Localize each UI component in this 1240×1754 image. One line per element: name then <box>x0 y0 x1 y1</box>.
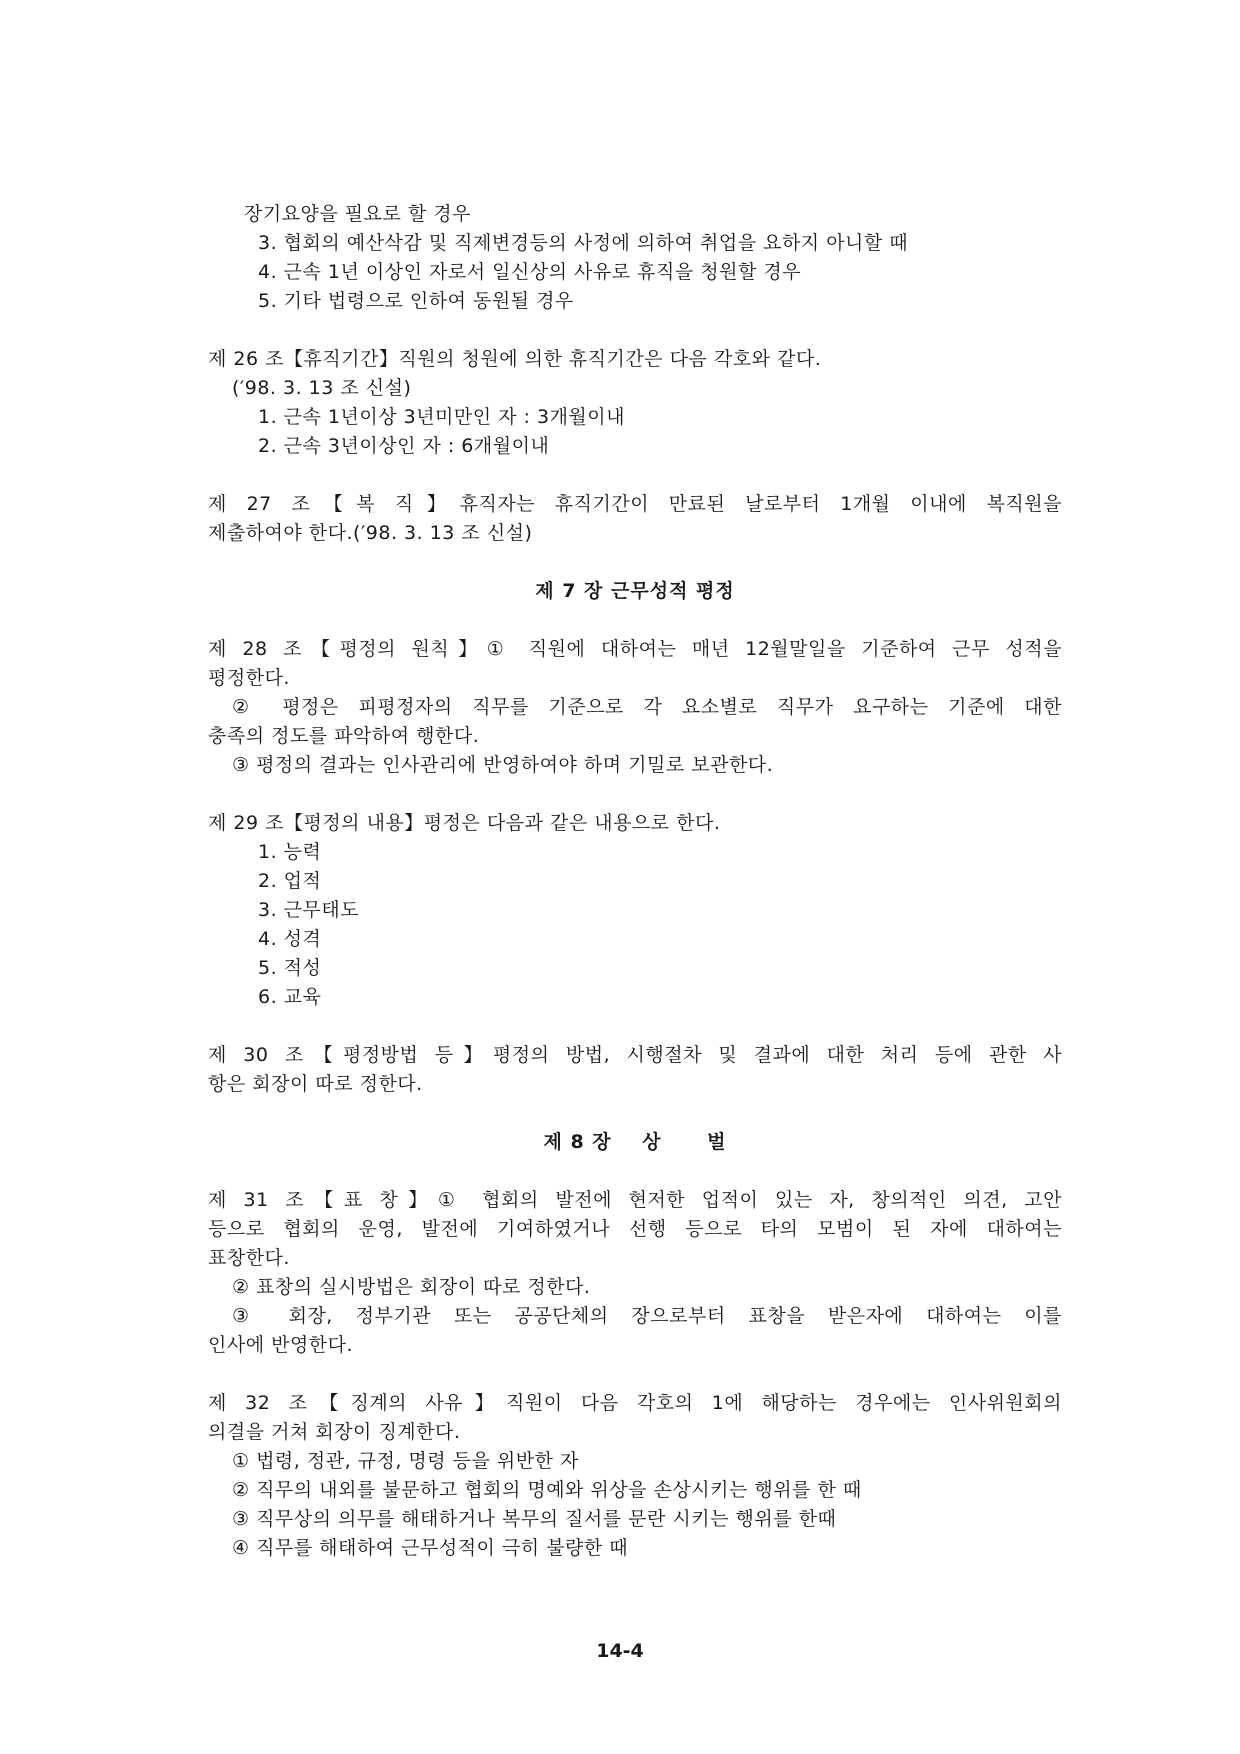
paragraph-item: ④ 직무를 해태하여 근무성적이 극히 불량한 때 <box>232 1537 629 1559</box>
spacer <box>208 606 1062 635</box>
text-line: 의결을 거쳐 회장이 징계한다. <box>208 1421 461 1443</box>
article-29-heading: 제 29 조【평정의 내용】평정은 다음과 같은 내용으로 한다. <box>208 812 721 834</box>
text-line: 평정한다. <box>208 667 290 689</box>
spacer <box>208 1099 1062 1128</box>
article-28-heading: 제 28 조【평정의 원칙】① 직원에 대하여는 매년 12월말일을 기준하여 근무 성적을 <box>208 638 1062 660</box>
paragraph-item: ② 평정은 피평정자의 직무를 기준으로 각 요소별로 직무가 요구하는 기준에 대한 <box>232 696 1062 718</box>
spacer <box>208 316 1062 345</box>
list-item: 1. 근속 1년이상 3년미만인 자 : 3개월이내 <box>258 406 625 428</box>
text-line: 표창한다. <box>208 1247 290 1269</box>
list-item: 3. 근무태도 <box>258 899 360 921</box>
text-line: 등으로 협회의 운영, 발전에 기여하였거나 선행 등으로 타의 모범이 된 자에 대하여는 <box>208 1218 1062 1240</box>
article-27-heading: 제 27 조【복 직】휴직자는 휴직기간이 만료된 날로부터 1개월 이내에 복직원을 <box>208 493 1062 515</box>
list-item: 6. 교육 <box>258 986 322 1008</box>
spacer <box>208 1012 1062 1041</box>
article-30-heading: 제 30 조【평정방법 등】평정의 방법, 시행절차 및 결과에 대한 처리 등에 관한 사 <box>208 1044 1062 1066</box>
article-31-heading: 제 31 조【표 창】① 협회의 발전에 현저한 업적이 있는 자, 창의적인 의견, 고안 <box>208 1189 1062 1211</box>
amendment-note: (′98. 3. 13 조 신설) <box>232 377 412 399</box>
list-item: 3. 협회의 예산삭감 및 직제변경등의 사정에 의하여 취업을 요하지 아니할 때 <box>258 232 909 254</box>
paragraph-item: ③ 직무상의 의무를 해태하거나 복무의 질서를 문란 시키는 행위를 한때 <box>232 1508 837 1530</box>
text-line: 항은 회장이 따로 정한다. <box>208 1073 423 1095</box>
spacer <box>208 780 1062 809</box>
list-item: 4. 성격 <box>258 928 322 950</box>
paragraph-item: ③ 평정의 결과는 인사관리에 반영하여야 하며 기밀로 보관한다. <box>232 754 774 776</box>
paragraph-item: ① 법령, 정관, 규정, 명령 등을 위반한 자 <box>232 1450 579 1472</box>
spacer <box>208 1157 1062 1186</box>
list-item: 5. 적성 <box>258 957 322 979</box>
spacer <box>208 461 1062 490</box>
text-line: 장기요양을 필요로 할 경우 <box>244 203 472 225</box>
list-item: 2. 근속 3년이상인 자 : 6개월이내 <box>258 435 550 457</box>
paragraph-item: ② 표창의 실시방법은 회장이 따로 정한다. <box>232 1276 591 1298</box>
paragraph-item: ② 직무의 내외를 불문하고 협회의 명예와 위상을 손상시키는 행위를 한 때 <box>232 1479 862 1501</box>
page-number: 14-4 <box>596 1640 644 1662</box>
text-line: 충족의 정도를 파악하여 행한다. <box>208 725 480 747</box>
document-body <box>208 200 1062 1563</box>
article-26-heading: 제 26 조【휴직기간】직원의 청원에 의한 휴직기간은 다음 각호와 같다. <box>208 348 822 370</box>
spacer <box>208 1360 1062 1389</box>
list-item: 4. 근속 1년 이상인 자로서 일신상의 사유로 휴직을 청원할 경우 <box>258 261 802 283</box>
paragraph-item: ③ 회장, 정부기관 또는 공공단체의 장으로부터 표창을 받은자에 대하여는 이를 <box>232 1305 1062 1327</box>
chapter-8-title: 제 8 장 상 벌 <box>543 1131 727 1153</box>
text-line: 인사에 반영한다. <box>208 1334 354 1356</box>
list-item: 5. 기타 법령으로 인하여 동원될 경우 <box>258 290 574 312</box>
list-item: 1. 능력 <box>258 841 322 863</box>
spacer <box>208 548 1062 577</box>
text-line: 제출하여야 한다.(′98. 3. 13 조 신설) <box>208 522 533 544</box>
chapter-7-title: 제 7 장 근무성적 평정 <box>535 580 735 602</box>
list-item: 2. 업적 <box>258 870 322 892</box>
article-32-heading: 제 32 조【징계의 사유】직원이 다음 각호의 1에 해당하는 경우에는 인사위원회의 <box>208 1392 1062 1414</box>
